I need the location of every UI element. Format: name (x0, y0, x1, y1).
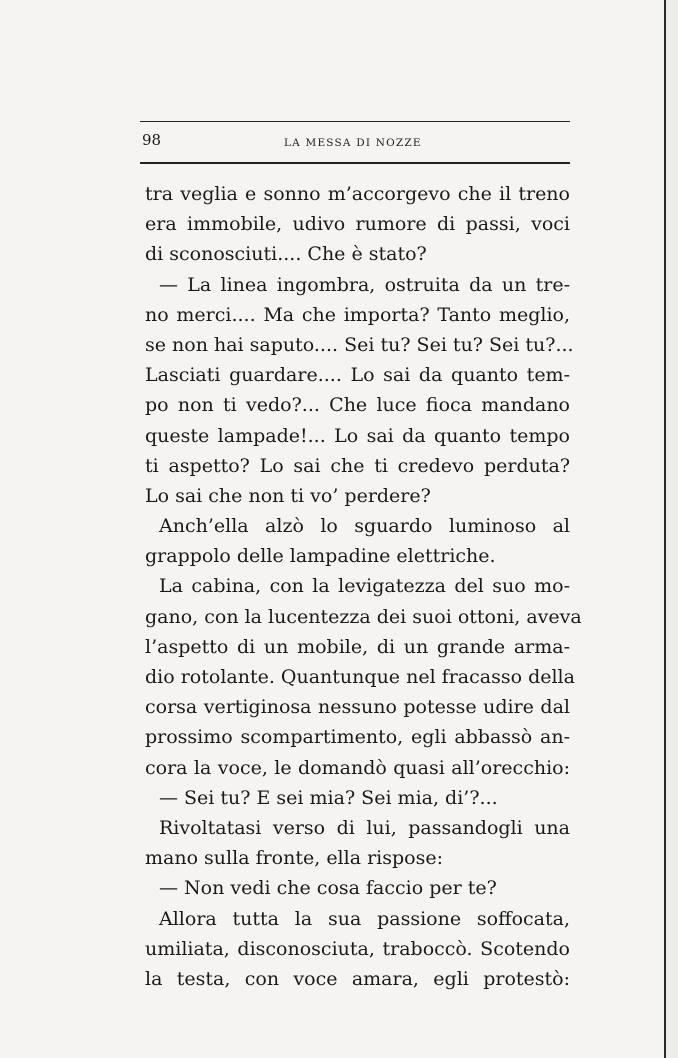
text-line: Lo sai che non ti vo’ perdere? (145, 484, 431, 507)
text-line: grappolo delle lampadine elettriche. (145, 545, 496, 568)
text-line: umiliata, disconosciuta, traboccò. Scotendo (145, 937, 570, 960)
header-rule-top (140, 121, 570, 122)
page-edge-line (664, 0, 666, 1058)
text-line: prossimo scompartimento, egli abbassò an- (145, 726, 570, 749)
text-line: l’aspetto di un mobile, di un grande arma- (145, 635, 570, 658)
text-line: tra veglia e sonno m’accorgevo che il treno (145, 183, 570, 205)
text-line: queste lampade!... Lo sai da quanto tempo (145, 424, 570, 447)
body-text (145, 179, 582, 994)
text-line: La cabina, con la levigatezza del suo mo- (159, 575, 570, 598)
page-edge-shadow (666, 0, 678, 1058)
text-line: Rivoltatasi verso di lui, passandogli una (159, 816, 570, 839)
text-line: ti aspetto? Lo sai che ti credevo perduta? (145, 454, 570, 477)
text-line: se non hai saputo.... Sei tu? Sei tu? Sei tu?... (145, 333, 574, 356)
text-line: po non ti vedo?... Che luce fioca mandano (145, 394, 570, 417)
header-rule-bottom (140, 162, 570, 164)
text-line: era immobile, udivo rumore di passi, voci (145, 213, 570, 236)
text-line: Anch’ella alzò lo sguardo luminoso al (159, 515, 570, 538)
text-line: — Sei tu? E sei mia? Sei mia, di’?... (159, 786, 498, 809)
text-line: — Non vedi che cosa faccio per te? (159, 877, 497, 900)
text-line: la testa, con voce amara, egli protestò: (145, 967, 570, 990)
text-line: di sconosciuti.... Che è stato? (145, 243, 427, 266)
text-line: Allora tutta la sua passione soffocata, (159, 907, 570, 930)
text-line: mano sulla fronte, ella rispose: (145, 847, 443, 870)
page-number: 98 (142, 131, 162, 149)
text-line: gano, con la lucentezza dei suoi ottoni, aveva (145, 605, 582, 628)
text-line: Lasciati guardare.... Lo sai da quanto tem- (145, 364, 570, 387)
text-line: dio rotolante. Quantunque nel fracasso della (145, 666, 575, 688)
running-title: LA MESSA DI NOZZE (284, 137, 422, 149)
text-line: corsa vertiginosa nessuno potesse udire dal (145, 696, 570, 719)
text-line: cora la voce, le domandò quasi all’orecchio: (145, 756, 570, 779)
text-line: no merci.... Ma che importa? Tanto meglio, (145, 303, 570, 326)
text-line: — La linea ingombra, ostruita da un tre- (159, 273, 570, 296)
